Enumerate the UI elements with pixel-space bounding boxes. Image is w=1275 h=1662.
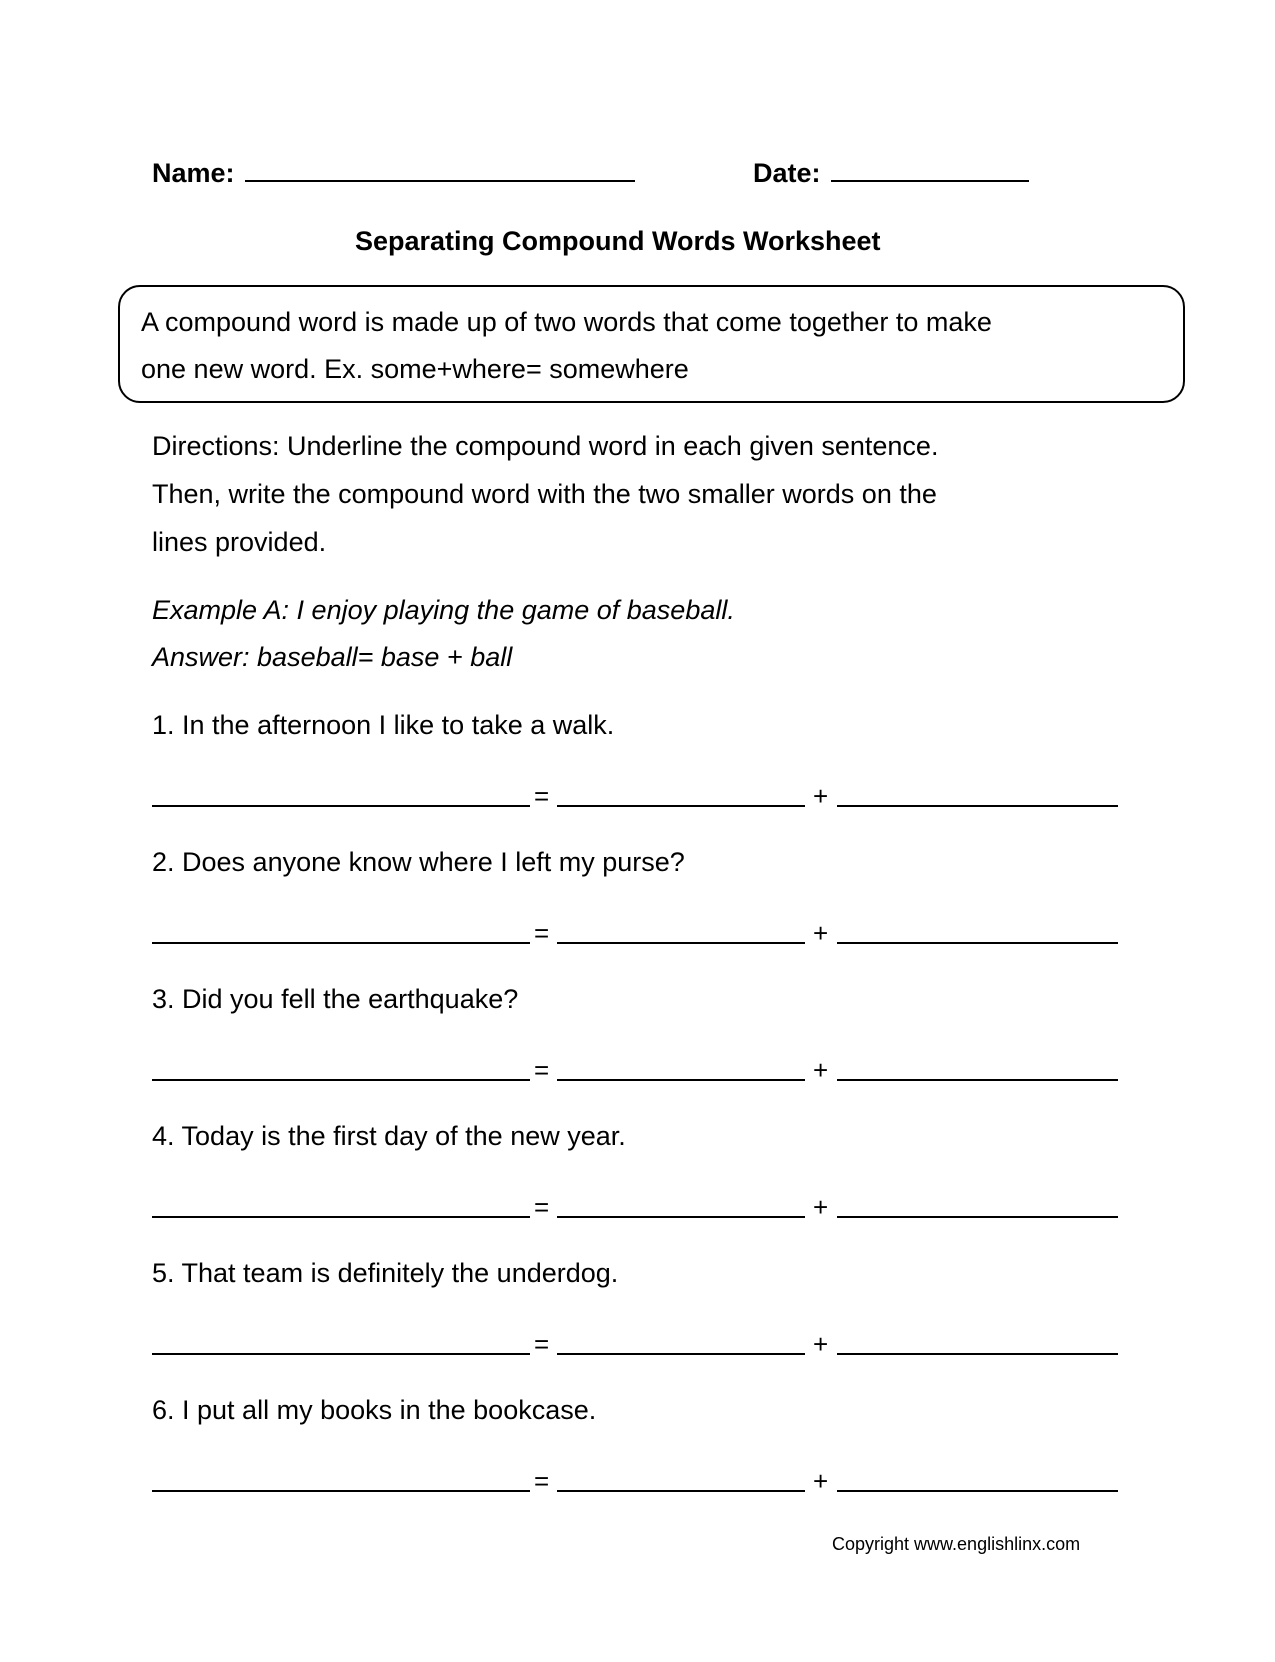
question-text: 3. Did you fell the earthquake?	[152, 984, 519, 1014]
directions-line-1: Directions: Underline the compound word in each given sentence.	[152, 431, 939, 461]
name-label: Name:	[152, 158, 235, 188]
first-word-blank[interactable]	[557, 1490, 805, 1492]
date-field[interactable]	[753, 160, 1029, 187]
equals-sign: =	[534, 781, 550, 811]
example-sentence: Example A: I enjoy playing the game of baseball.	[152, 595, 735, 625]
definition-box	[118, 285, 1185, 403]
plus-sign: +	[813, 1466, 829, 1496]
second-word-blank[interactable]	[837, 805, 1118, 807]
plus-sign: +	[813, 1055, 829, 1085]
first-word-blank[interactable]	[557, 1353, 805, 1355]
second-word-blank[interactable]	[837, 1079, 1118, 1081]
worksheet-title: Separating Compound Words Worksheet	[355, 226, 881, 256]
definition-line-1: A compound word is made up of two words that come together to make	[141, 307, 992, 337]
compound-word-blank[interactable]	[152, 1079, 530, 1081]
question-text: 5. That team is definitely the underdog.	[152, 1258, 619, 1288]
second-word-blank[interactable]	[837, 942, 1118, 944]
directions-line-2: Then, write the compound word with the two smaller words on the	[152, 479, 937, 509]
first-word-blank[interactable]	[557, 1216, 805, 1218]
second-word-blank[interactable]	[837, 1216, 1118, 1218]
plus-sign: +	[813, 1192, 829, 1222]
question-text: 4. Today is the first day of the new year.	[152, 1121, 626, 1151]
example-answer: Answer: baseball= base + ball	[152, 642, 513, 672]
compound-word-blank[interactable]	[152, 1490, 530, 1492]
equals-sign: =	[534, 1055, 550, 1085]
question-text: 2. Does anyone know where I left my purse?	[152, 847, 685, 877]
second-word-blank[interactable]	[837, 1353, 1118, 1355]
equals-sign: =	[534, 918, 550, 948]
copyright-text: Copyright www.englishlinx.com	[832, 1534, 1081, 1554]
compound-word-blank[interactable]	[152, 1353, 530, 1355]
directions-line-3: lines provided.	[152, 527, 327, 557]
definition-line-2: one new word. Ex. some+where= somewhere	[141, 354, 689, 384]
question-text: 1. In the afternoon I like to take a walk.	[152, 710, 615, 740]
name-blank-line[interactable]	[245, 179, 635, 182]
plus-sign: +	[813, 781, 829, 811]
compound-word-blank[interactable]	[152, 1216, 530, 1218]
date-label: Date:	[753, 158, 821, 188]
date-blank-line[interactable]	[831, 179, 1029, 182]
equals-sign: =	[534, 1329, 550, 1359]
plus-sign: +	[813, 918, 829, 948]
plus-sign: +	[813, 1329, 829, 1359]
first-word-blank[interactable]	[557, 805, 805, 807]
equals-sign: =	[534, 1192, 550, 1222]
equals-sign: =	[534, 1466, 550, 1496]
first-word-blank[interactable]	[557, 942, 805, 944]
compound-word-blank[interactable]	[152, 942, 530, 944]
first-word-blank[interactable]	[557, 1079, 805, 1081]
compound-word-blank[interactable]	[152, 805, 530, 807]
name-field[interactable]	[152, 160, 635, 187]
question-text: 6. I put all my books in the bookcase.	[152, 1395, 597, 1425]
second-word-blank[interactable]	[837, 1490, 1118, 1492]
